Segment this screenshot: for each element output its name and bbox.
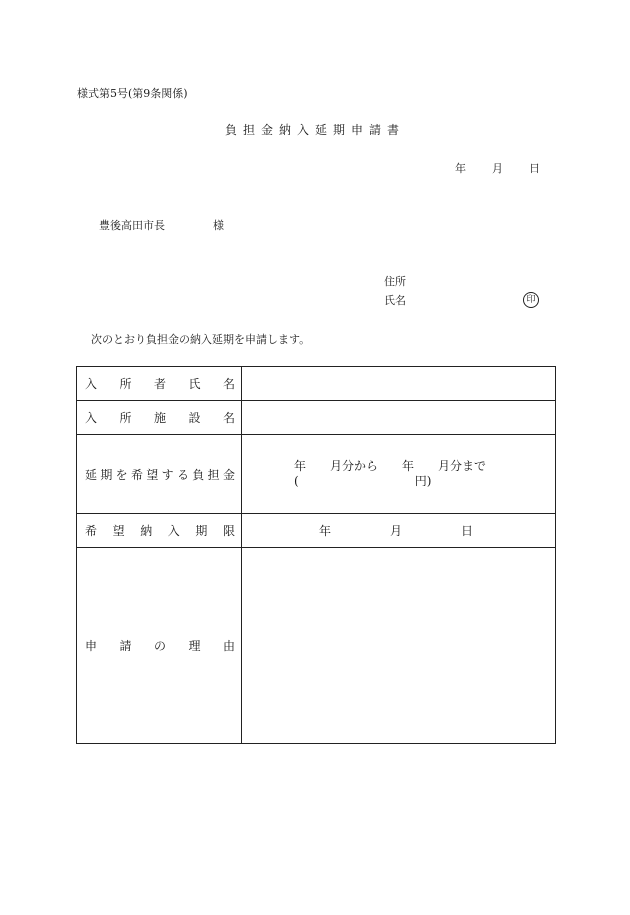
- label-char: 担: [207, 467, 220, 482]
- label-char: 望: [112, 524, 125, 538]
- name-label: 氏名: [384, 294, 406, 307]
- application-table: [76, 366, 556, 744]
- label-facility-name: [77, 409, 241, 426]
- label-char: 限: [222, 524, 235, 538]
- addressee: [99, 217, 224, 233]
- label-deadline: [77, 522, 241, 539]
- label-char: 設: [188, 411, 201, 425]
- row-label: [77, 548, 242, 744]
- address-label: 住所: [384, 275, 406, 288]
- addressee-honorific: 様: [213, 219, 224, 232]
- row-label: [77, 435, 242, 514]
- period-amount: [294, 474, 555, 489]
- label-reason: [77, 637, 241, 654]
- amount-open: (: [294, 474, 299, 488]
- label-char: 納: [140, 524, 153, 538]
- label-char: 希: [85, 524, 98, 538]
- label-deferral-amount: [77, 466, 241, 483]
- label-char: る: [176, 467, 189, 482]
- period-from-month: 月分から: [330, 459, 379, 473]
- period-range: [294, 459, 555, 474]
- date-day: 日: [529, 162, 540, 175]
- label-char: 申: [85, 639, 98, 653]
- table-row: [77, 548, 556, 744]
- label-char: す: [161, 467, 174, 482]
- label-char: 延: [85, 467, 98, 482]
- seal-mark: 印: [523, 292, 539, 308]
- label-char: 所: [119, 377, 132, 391]
- table-row: [77, 367, 556, 401]
- label-char: 望: [146, 467, 159, 482]
- addressee-name: 豊後高田市長: [99, 219, 165, 232]
- label-char: 期: [100, 467, 113, 482]
- label-char: 金: [222, 467, 235, 482]
- form-number: 様式第5号(第9条関係): [77, 87, 188, 100]
- field-reason[interactable]: [242, 548, 556, 744]
- label-resident-name: [77, 375, 241, 392]
- label-char: 者: [153, 377, 166, 391]
- label-char: 請: [119, 639, 132, 653]
- label-char: 施: [153, 411, 166, 425]
- row-label: [77, 367, 242, 401]
- label-char: 入: [167, 524, 180, 538]
- date-month: 月: [492, 162, 503, 175]
- field-facility-name[interactable]: [242, 401, 556, 435]
- label-char: 期: [195, 524, 208, 538]
- period-text: [242, 459, 555, 489]
- label-char: 名: [222, 377, 235, 391]
- table-row: [77, 514, 556, 548]
- deadline-day: 日: [460, 524, 473, 538]
- label-char: 理: [188, 639, 201, 653]
- label-char: 負: [192, 467, 205, 482]
- field-deferral-period[interactable]: [242, 435, 556, 514]
- label-char: 所: [119, 411, 132, 425]
- field-resident-name[interactable]: [242, 367, 556, 401]
- field-deadline[interactable]: [242, 514, 556, 548]
- date-year: 年: [455, 162, 466, 175]
- label-char: 入: [85, 377, 98, 391]
- label-char: 氏: [188, 377, 201, 391]
- amount-close: 円): [414, 474, 432, 488]
- label-char: を: [115, 467, 128, 482]
- table-row: [77, 435, 556, 514]
- intro-text: 次のとおり負担金の納入延期を申請します。: [91, 333, 311, 346]
- deadline-year: 年: [319, 524, 332, 538]
- row-label: [77, 401, 242, 435]
- label-char: 由: [222, 639, 235, 653]
- deadline-month: 月: [389, 524, 402, 538]
- row-label: [77, 514, 242, 548]
- deadline-text: [242, 522, 555, 539]
- label-char: の: [153, 639, 166, 653]
- document-title: 負担金納入延期申請書: [224, 123, 405, 137]
- table-row: [77, 401, 556, 435]
- label-char: 希: [130, 467, 143, 482]
- period-to-month: 月分まで: [438, 459, 487, 473]
- label-char: 入: [85, 411, 98, 425]
- period-from-year: 年: [294, 459, 307, 473]
- period-to-year: 年: [402, 459, 415, 473]
- label-char: 名: [222, 411, 235, 425]
- date-line: [455, 160, 540, 176]
